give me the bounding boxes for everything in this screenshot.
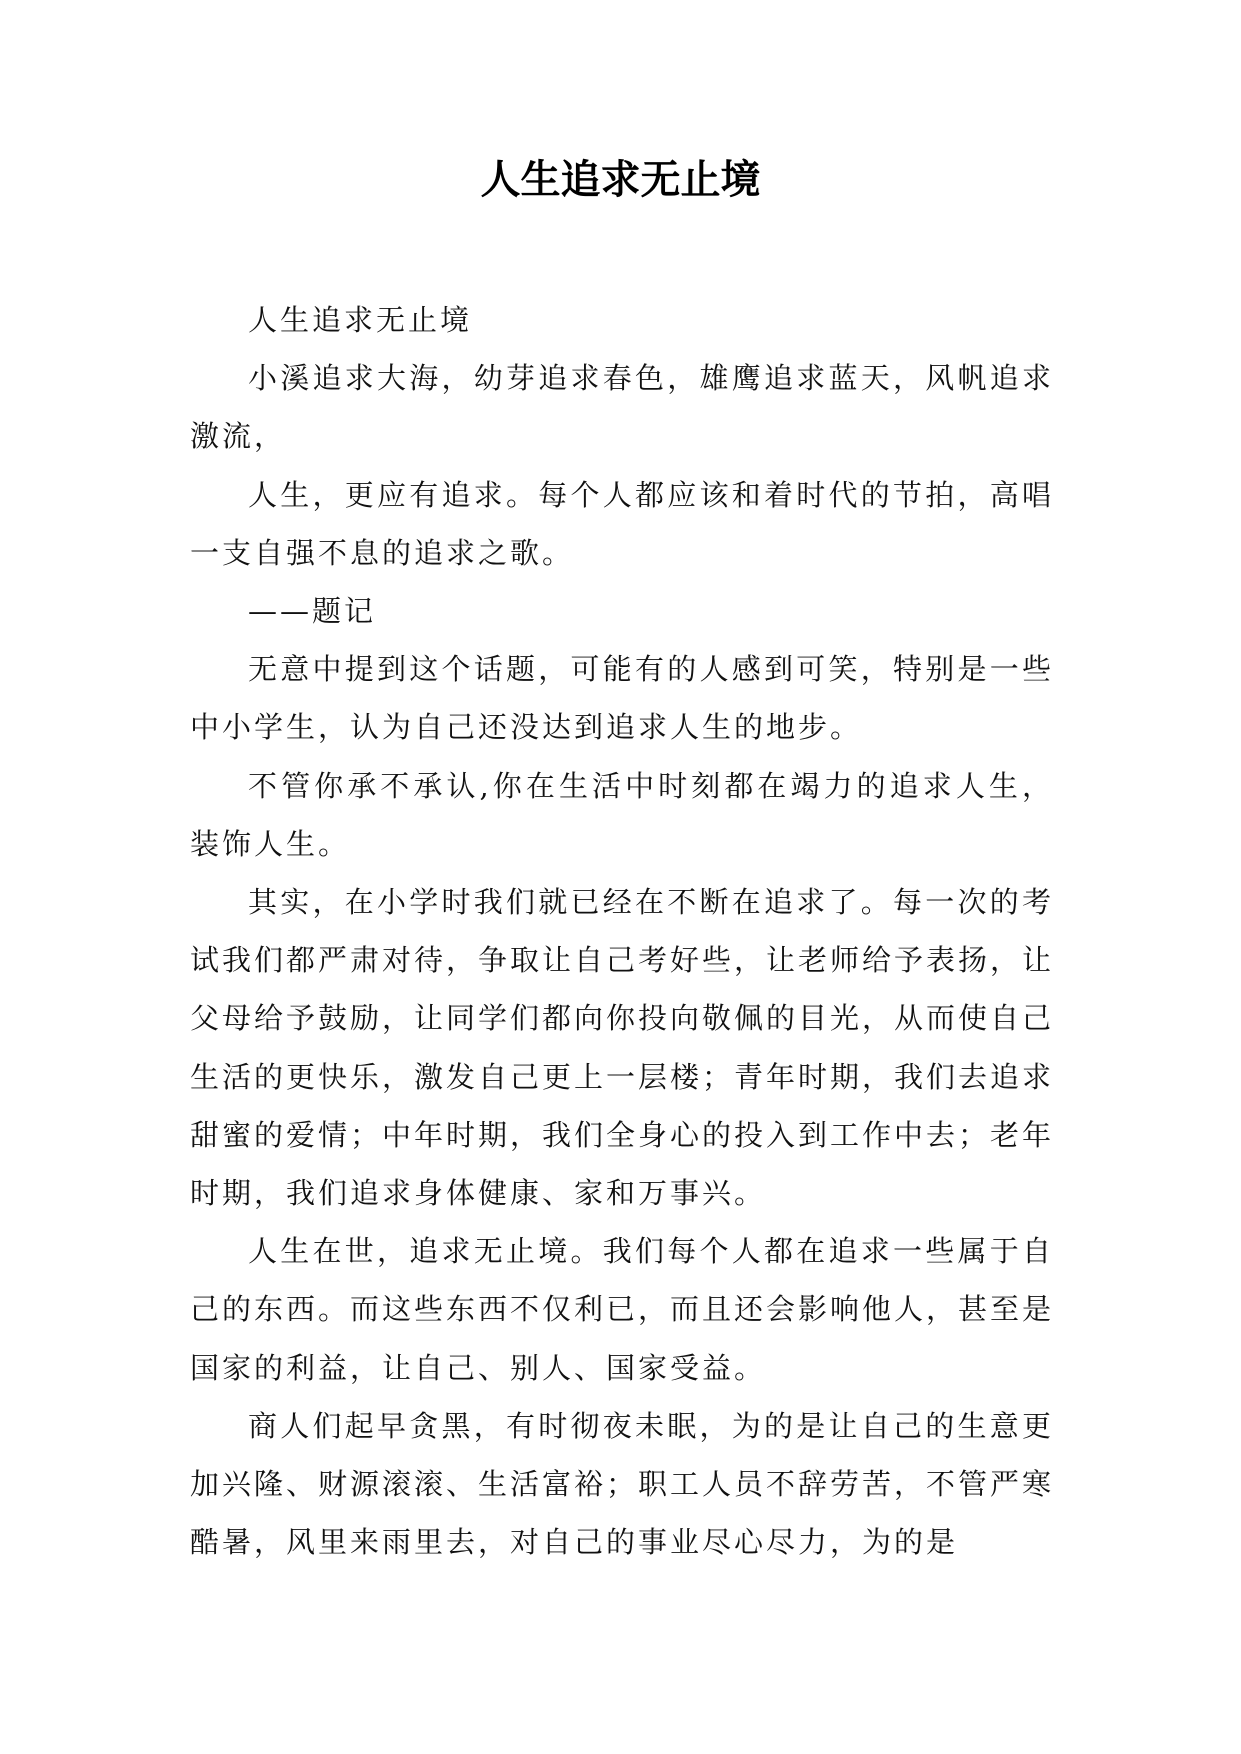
paragraph: 小溪追求大海，幼芽追求春色，雄鹰追求蓝天，风帆追求激流， [190, 361, 1054, 454]
paragraph: 其实，在小学时我们就已经在不断在追求了。每一次的考试我们都严肃对待，争取让自己考好些，让老师给予表扬，让父母给予鼓励，让同学们都向你投向敬佩的目光，从而使自己生活的更快乐，激发自己更上一层楼；青年时期，我们去追求甜蜜的爱情；中年时期，我们全身心的投入到工作中去；老年时期，我们追求身体健康、家和万事兴。 [190, 885, 1055, 1211]
paragraph: 人生，更应有追求。每个人都应该和着时代的节拍，高唱一支自强不息的追求之歌。 [190, 477, 1054, 570]
paragraph: ——题记 [248, 594, 377, 629]
document-body [190, 291, 1054, 1571]
paragraph: 人生在世，追求无止境。我们每个人都在追求一些属于自己的东西。而这些东西不仅利已，而且还会影响他人，甚至是国家的利益，让自己、别人、国家受益。 [190, 1234, 1055, 1385]
paragraph: 不管你承不承认,你在生活中时刻都在竭力的追求人生，装饰人生。 [190, 768, 1054, 861]
paragraph: 无意中提到这个话题，可能有的人感到可笑，特别是一些中小学生，认为自己还没达到追求人生的地步。 [190, 652, 1054, 745]
document-title: 人生追求无止境 [480, 156, 761, 203]
paragraph: 商人们起早贪黑，有时彻夜未眠，为的是让自己的生意更加兴隆、财源滚滚、生活富裕；职工人员不辞劳苦，不管严寒酷暑，风里来雨里去，对自己的事业尽心尽力，为的是 [190, 1408, 1055, 1560]
paragraph: 人生追求无止境 [248, 303, 473, 337]
